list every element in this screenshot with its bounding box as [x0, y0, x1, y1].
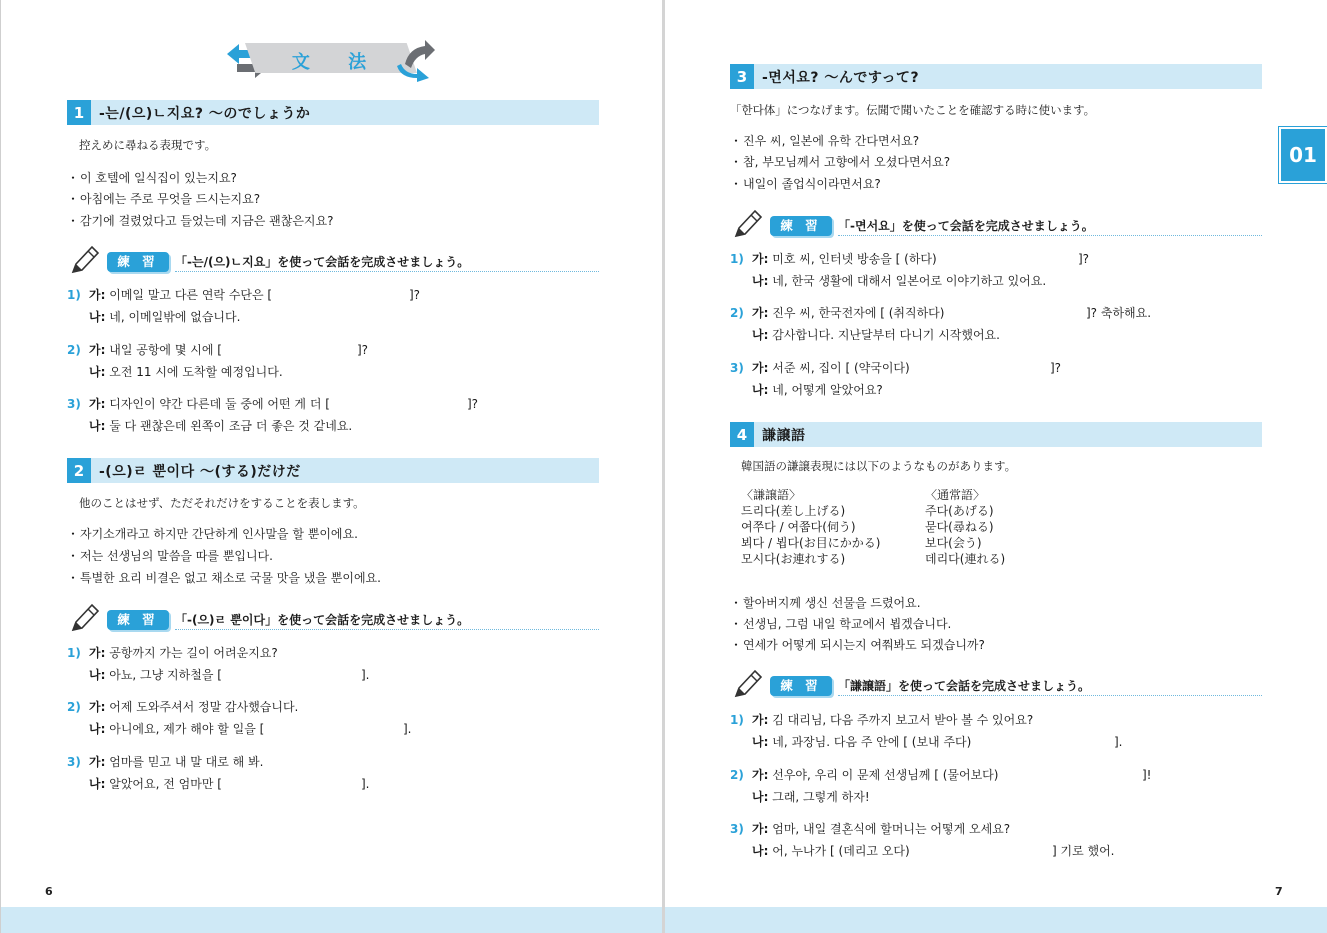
exercise-header [732, 208, 1262, 242]
answer-blank-end: ]. [361, 668, 370, 682]
example-sentence: ・아침에는 주로 무엇을 드시는지요? [67, 192, 261, 206]
example-sentence: ・선생님, 그럼 내일 학교에서 뵙겠습니다. [730, 617, 952, 631]
exercise-badge: 練 習 [770, 676, 832, 696]
exercise-item: 1) 가: 김 대리님, 다음 주까지 보고서 받아 볼 수 있어요? 나: 네, 과장님. 다음 주 안에 [ (보내 주다) ]. [730, 709, 1260, 753]
section-number: 2 [67, 458, 91, 483]
honorific-heading: 〈謙譲語〉 [741, 488, 802, 502]
grammar-banner [223, 34, 437, 82]
pencil-icon [69, 244, 99, 276]
section-number: 4 [730, 422, 754, 447]
exercise-header [732, 668, 1262, 702]
banner-title: 文 法 [291, 52, 383, 73]
pencil-icon [69, 602, 99, 634]
section-2-heading [67, 458, 599, 483]
example-sentence: ・감기에 걸렸었다고 들었는데 지금은 괜찮은지요? [67, 214, 334, 228]
answer-blank-end: ]? [467, 397, 479, 411]
footer-band [665, 907, 1327, 933]
honorific-word: 여쭈다 / 여쭙다(伺う) [741, 520, 856, 534]
honorific-table [741, 487, 1141, 571]
plain-word: 보다(会う) [925, 536, 982, 550]
honorific-word: 뵈다 / 뵙다(お目にかかる) [741, 536, 881, 550]
exercise-item: 2) 가: 어제 도와주셔서 정말 감사했습니다. 나: 아니에요, 제가 해야 할 일을 [ ]. [67, 696, 597, 740]
arrows-right-icon [395, 34, 439, 82]
exercise-item: 1) 가: 공항까지 가는 길이 어려운지요? 나: 아뇨, 그냥 지하철을 [ ]. [67, 642, 597, 686]
exercise-badge: 練 習 [770, 216, 832, 236]
example-sentence: ・내일이 졸업식이라면서요? [730, 177, 881, 191]
exercise-header [69, 244, 599, 278]
answer-blank-end: ]? [1050, 361, 1062, 375]
section-3-heading [730, 64, 1262, 89]
exercise-instruction: 「-는/(으)ㄴ지요」を使って会話を完成させましょう。 [175, 255, 470, 269]
exercise-instruction: 「謙譲語」を使って会話を完成させましょう。 [838, 679, 1091, 693]
answer-blank-end: ] 기로 했어. [1052, 844, 1115, 858]
example-sentence: ・진우 씨, 일본에 유학 간다면서요? [730, 134, 920, 148]
exercise-header [69, 602, 599, 636]
page-number: 7 [1275, 885, 1283, 898]
dotted-rule [838, 235, 1262, 236]
section-description: 「한다体」につなげます。伝聞で聞いたことを確認する時に使います。 [730, 103, 1096, 117]
answer-blank-end: ]. [403, 722, 412, 736]
page-right [665, 0, 1327, 933]
answer-blank-end: ]? 축하해요. [1086, 306, 1152, 320]
answer-blank-end: ]? [357, 343, 369, 357]
exercise-item: 2) 가: 진우 씨, 한국전자에 [ (취직하다) ]? 축하해요. 나: 감사합니다. 지난달부터 다니기 시작했어요. [730, 302, 1260, 346]
example-sentence: ・이 호텔에 일식집이 있는지요? [67, 171, 237, 185]
exercise-item: 3) 가: 엄마를 믿고 내 말 대로 해 봐. 나: 알았어요, 전 엄마만 [ ]. [67, 751, 597, 795]
section-description: 他のことはせず、ただそれだけをすることを表します。 [79, 496, 365, 510]
exercise-item: 2) 가: 내일 공항에 몇 시에 [ ]? 나: 오전 11 시에 도착할 예정입니다. [67, 339, 597, 383]
example-sentence: ・참, 부모님께서 고향에서 오셨다면서요? [730, 155, 951, 169]
page-left [0, 0, 663, 933]
example-sentence: ・특별한 요리 비결은 없고 채소로 국물 맛을 냈을 뿐이에요. [67, 571, 381, 585]
plain-word: 묻다(尋ねる) [925, 520, 994, 534]
example-sentence: ・저는 선생님의 말씀을 따를 뿐입니다. [67, 549, 273, 563]
section-1-heading [67, 100, 599, 125]
plain-word: 주다(あげる) [925, 504, 994, 518]
section-4-heading [730, 422, 1262, 447]
footer-band [1, 907, 663, 933]
exercise-instruction: 「-면서요」を使って会話を完成させましょう。 [838, 219, 1094, 233]
section-number: 3 [730, 64, 754, 89]
exercise-item: 1) 가: 이메일 말고 다른 연락 수단은 [ ]? 나: 네, 이메일밖에 없습니다. [67, 284, 597, 328]
answer-blank-end: ]? [1078, 252, 1090, 266]
dotted-rule [838, 695, 1262, 696]
answer-blank-end: ]. [361, 777, 370, 791]
example-sentence: ・자기소개라고 하지만 간단하게 인사말을 할 뿐이에요. [67, 527, 358, 541]
section-title: -면서요? ～んですって? [762, 69, 920, 86]
exercise-item: 2) 가: 선우야, 우리 이 문제 선생님께 [ (물어보다) ]! 나: 그래, 그렇게 하자! [730, 764, 1260, 808]
exercise-item: 1) 가: 미호 씨, 인터넷 방송을 [ (하다) ]? 나: 네, 한국 생활에 대해서 일본어로 이야기하고 있어요. [730, 248, 1260, 292]
section-title: -는/(으)ㄴ지요? ～のでしょうか [99, 105, 311, 122]
exercise-badge: 練 習 [107, 610, 169, 630]
section-description: 控えめに尋ねる表現です。 [79, 138, 217, 152]
plain-word: 데리다(連れる) [925, 552, 1006, 566]
answer-blank-end: ]? [409, 288, 421, 302]
section-title: -(으)ㄹ 뿐이다 ～(する)だけだ [99, 463, 301, 480]
section-number: 1 [67, 100, 91, 125]
honorific-word: 모시다(お連れする) [741, 552, 846, 566]
answer-blank-end: ]! [1142, 768, 1152, 782]
honorific-word: 드리다(差し上げる) [741, 504, 846, 518]
exercise-instruction: 「-(으)ㄹ 뿐이다」を使って会話を完成させましょう。 [175, 613, 470, 627]
page-number: 6 [45, 885, 53, 898]
chapter-tab[interactable]: 01 [1279, 127, 1327, 183]
answer-blank-end: ]. [1114, 735, 1123, 749]
exercise-badge: 練 習 [107, 252, 169, 272]
plain-heading: 〈通常語〉 [925, 488, 986, 502]
exercise-item: 3) 가: 엄마, 내일 결혼식에 할머니는 어떻게 오세요? 나: 어, 누나가 [ (데리고 오다) ] 기로 했어. [730, 818, 1260, 862]
section-title: 謙譲語 [762, 427, 806, 444]
example-sentence: ・연세가 어떻게 되시는지 여쭤봐도 되겠습니까? [730, 638, 985, 652]
exercise-item: 3) 가: 서준 씨, 집이 [ (약국이다) ]? 나: 네, 어떻게 알았어요? [730, 357, 1260, 401]
exercise-item: 3) 가: 디자인이 약간 다른데 둘 중에 어떤 게 더 [ ]? 나: 둘 다 괜찮은데 왼쪽이 조금 더 좋은 것 같네요. [67, 393, 597, 437]
pencil-icon [732, 668, 762, 700]
example-sentence: ・할아버지께 생신 선물을 드렸어요. [730, 596, 921, 610]
dotted-rule [175, 271, 599, 272]
pencil-icon [732, 208, 762, 240]
section-description: 韓国語の謙譲表現には以下のようなものがあります。 [741, 459, 1017, 473]
dotted-rule [175, 629, 599, 630]
